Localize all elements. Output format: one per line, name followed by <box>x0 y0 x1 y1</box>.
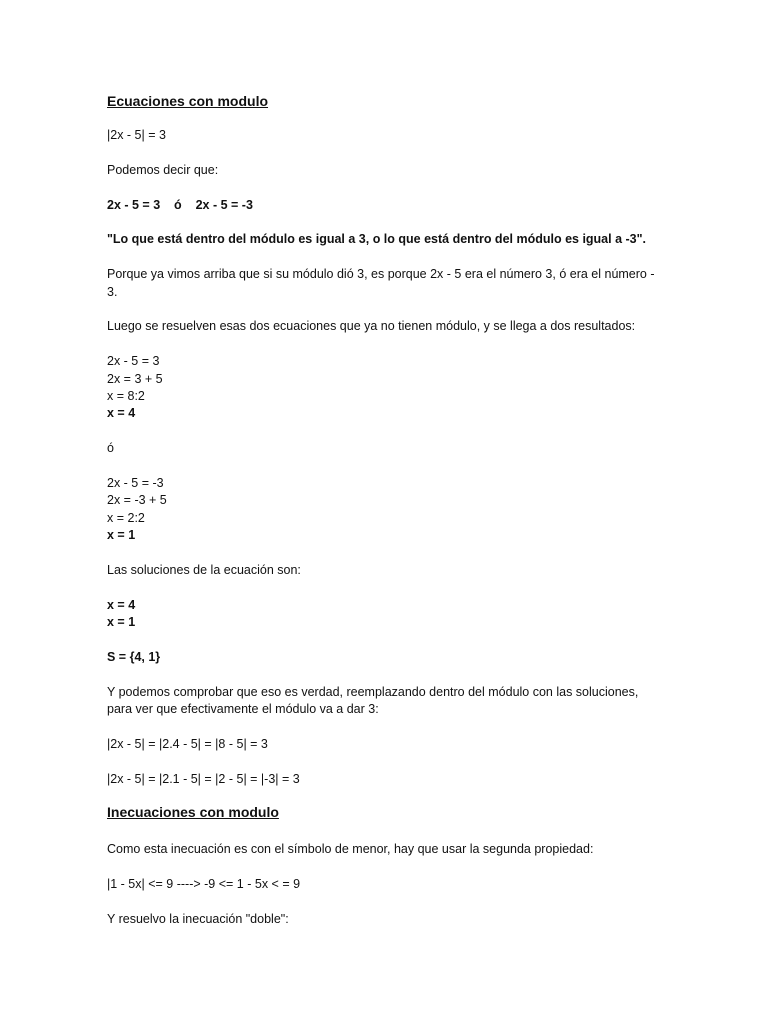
case1-step-2: 2x = 3 + 5 <box>107 371 163 386</box>
equation-line: |2x - 5| = 3 <box>107 128 166 142</box>
soluciones-intro: Las soluciones de la ecuación son: <box>107 563 301 578</box>
comprobar-line-1: Y podemos comprobar que eso es verdad, reemplazando dentro del módulo con las soluciones, <box>107 684 639 699</box>
case2-step-2: 2x = -3 + 5 <box>107 493 167 508</box>
case1-result: x = 4 <box>107 406 136 421</box>
case1-step-1: 2x - 5 = 3 <box>107 354 160 369</box>
case2-step-3: x = 2:2 <box>107 510 145 525</box>
solution-set: S = {4, 1} <box>107 650 161 665</box>
inecuaciones-intro: Como esta inecuación es con el símbolo de menor, hay que usar la segunda propiedad: <box>107 842 594 857</box>
explanation-paragraph <box>107 266 667 301</box>
resuelvo-paragraph: Y resuelvo la inecuación "doble": <box>107 911 289 926</box>
quote-paragraph: "Lo que está dentro del módulo es igual a 3, o lo que está dentro del módulo es igual a -3". <box>107 232 647 247</box>
comprobar-paragraph <box>107 684 667 719</box>
split-equations: 2x - 5 = 3 ó 2x - 5 = -3 <box>107 197 253 212</box>
comprobar-line-2: para ver que efectivamente el módulo va a dar 3: <box>107 702 379 717</box>
solution-2: x = 1 <box>107 615 136 630</box>
case1-step-3: x = 8:2 <box>107 389 145 403</box>
luego-paragraph: Luego se resuelven esas dos ecuaciones que ya no tienen módulo, y se llega a dos resultados: <box>107 319 636 334</box>
inequality-line: |1 - 5x| <= 9 ----> -9 <= 1 - 5x < = 9 <box>107 877 301 892</box>
document-content <box>107 92 667 928</box>
case2-result: x = 1 <box>107 528 136 543</box>
heading-inecuaciones: Inecuaciones con modulo <box>107 804 279 821</box>
case2-step-1: 2x - 5 = -3 <box>107 476 164 490</box>
heading-ecuaciones: Ecuaciones con modulo <box>107 93 269 109</box>
case2-block <box>107 475 667 545</box>
explanation-line-2: 3. <box>107 284 118 299</box>
solution-1: x = 4 <box>107 597 136 612</box>
check-line-1: |2x - 5| = |2.4 - 5| = |8 - 5| = 3 <box>107 737 268 752</box>
check-line-2: |2x - 5| = |2.1 - 5| = |2 - 5| = |-3| = 3 <box>107 771 300 786</box>
or-separator: ó <box>107 441 114 456</box>
case1-block <box>107 353 667 423</box>
intro-paragraph: Podemos decir que: <box>107 162 219 177</box>
explanation-line-1: Porque ya vimos arriba que si su módulo dió 3, es porque 2x - 5 era el número 3, ó era el número - <box>107 267 655 282</box>
soluciones-block <box>107 597 667 632</box>
